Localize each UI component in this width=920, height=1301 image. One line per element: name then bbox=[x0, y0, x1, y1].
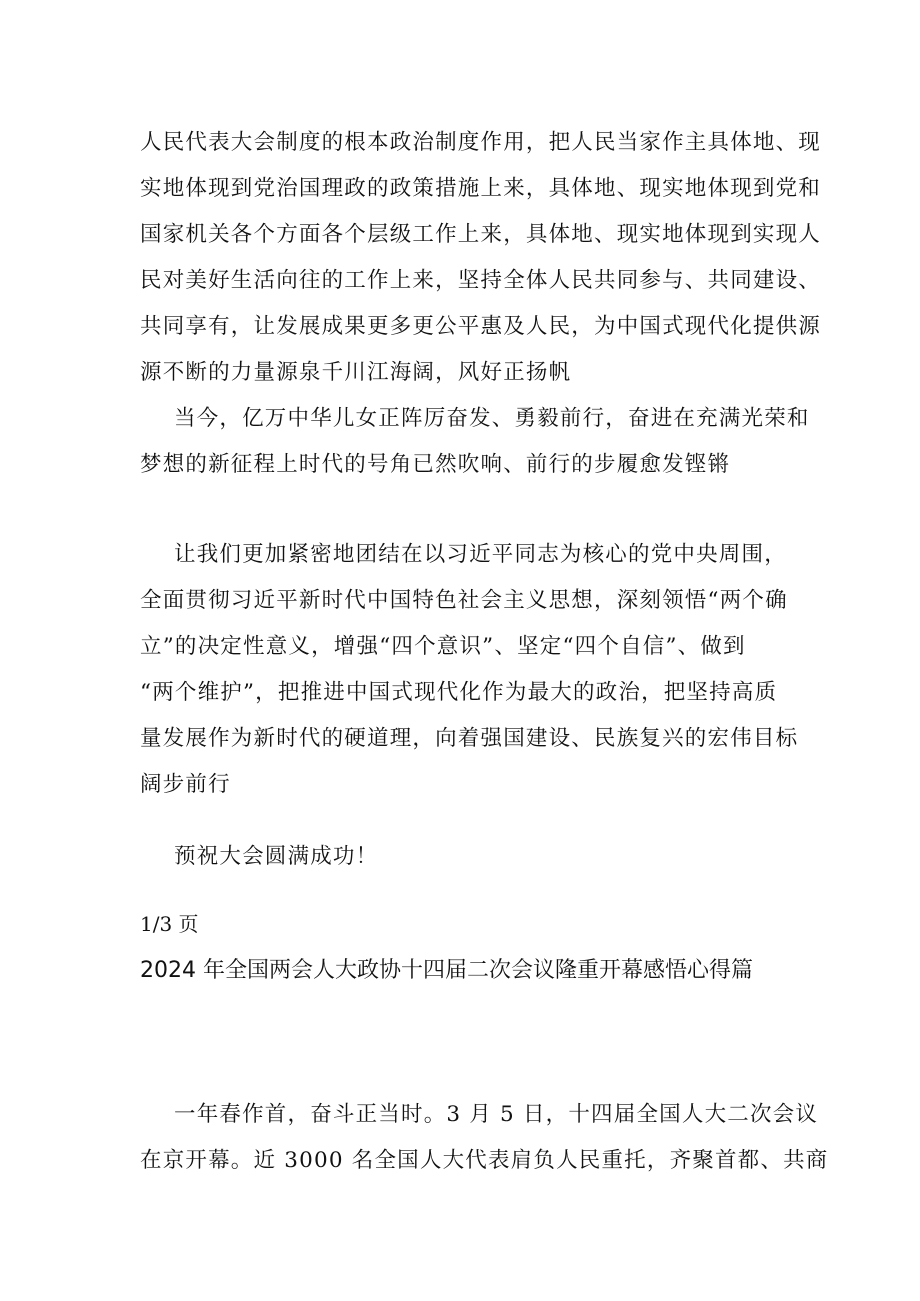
text-line: 源不断的力量源泉千川江海阔，风好正扬帆 bbox=[140, 360, 572, 385]
text-line: 一年春作首，奋斗正当时。3 月 5 日，十四届全国人大二次会议 bbox=[174, 1102, 819, 1127]
text-line: 当今，亿万中华儿女正阵厉奋发、勇毅前行，奋进在充满光荣和 bbox=[174, 406, 810, 431]
paragraph-4 bbox=[140, 834, 790, 880]
text-line: 量发展作为新时代的硬道理，向着强国建设、民族复兴的宏伟目标 bbox=[140, 726, 799, 751]
text-line: 共同享有，让发展成果更多更公平惠及人民，为中国式现代化提供源 bbox=[140, 314, 822, 339]
paragraph-5 bbox=[140, 1092, 829, 1184]
text-line: “两个维护”，把推进中国式现代化作为最大的政治，把坚持高质 bbox=[140, 680, 778, 705]
text-line: 人民代表大会制度的根本政治制度作用，把人民当家作主具体地、现 bbox=[140, 130, 822, 155]
text-line: 国家机关各个方面各个层级工作上来，具体地、现实地体现到实现人 bbox=[140, 222, 822, 247]
section-title: 2024 年全国两会人大政协十四届二次会议隆重开幕感悟心得篇 bbox=[140, 958, 753, 983]
text-line: 民对美好生活向往的工作上来，坚持全体人民共同参与、共同建设、 bbox=[140, 268, 822, 293]
text-line: 让我们更加紧密地团结在以习近平同志为核心的党中央周围， bbox=[174, 542, 787, 567]
text-line: 在京开幕。近 3000 名全国人大代表肩负人民重托，齐聚首都、共商 bbox=[140, 1148, 829, 1173]
text-line: 立”的决定性意义，增强“四个意识”、坚定“四个自信”、做到 bbox=[140, 634, 746, 659]
paragraph-2 bbox=[140, 396, 810, 488]
paragraph-3 bbox=[140, 532, 799, 808]
text-line: 阔步前行 bbox=[140, 772, 231, 797]
text-line: 梦想的新征程上时代的号角已然吹响、前行的步履愈发铿锵 bbox=[140, 452, 731, 477]
text-line: 预祝大会圆满成功！ bbox=[174, 844, 379, 869]
page-number: 1/3 页 bbox=[140, 912, 199, 936]
text-line: 全面贯彻习近平新时代中国特色社会主义思想，深刻领悟“两个确 bbox=[140, 588, 788, 613]
text-line: 实地体现到党治国理政的政策措施上来，具体地、现实地体现到党和 bbox=[140, 176, 822, 201]
paragraph-1 bbox=[140, 120, 822, 396]
